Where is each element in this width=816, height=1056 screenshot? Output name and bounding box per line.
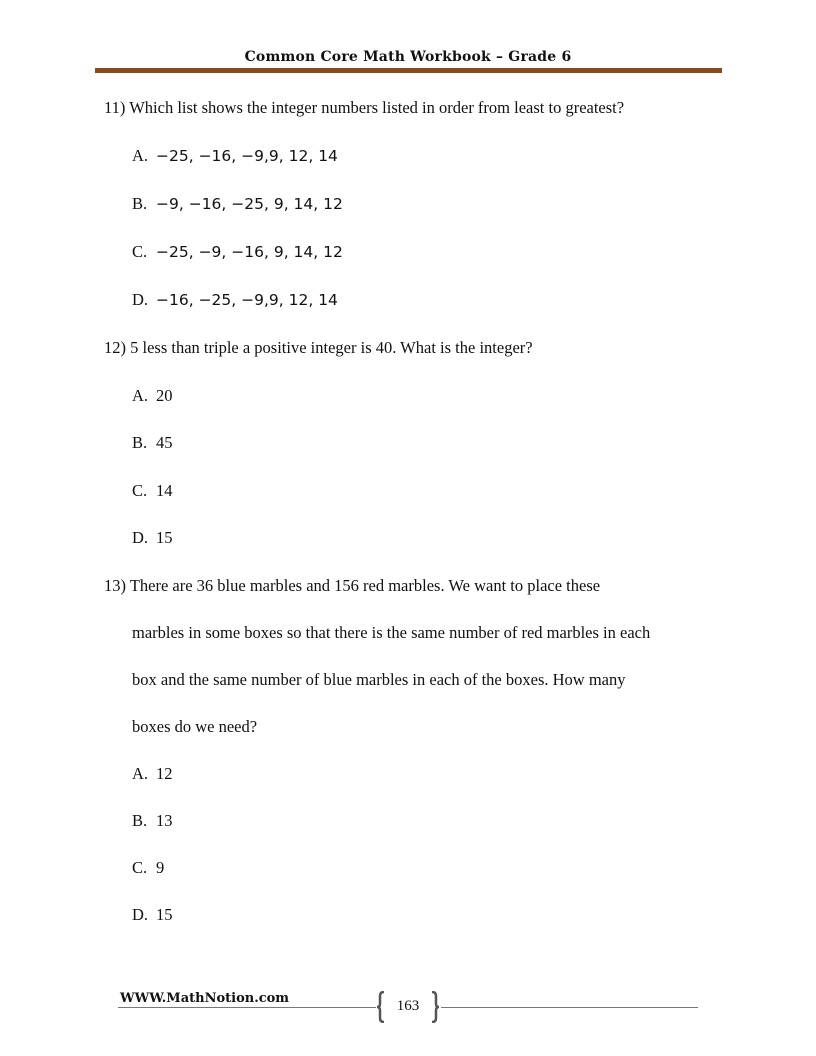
footer-rule-right — [441, 1007, 698, 1008]
choice-letter: B. — [132, 433, 148, 452]
choice-value: −16, −25, −9,9, 12, 14 — [156, 291, 338, 309]
choice-value: 15 — [156, 528, 173, 547]
question-12-text: 12) 5 less than triple a positive integer is 40. What is the integer? — [104, 338, 533, 357]
page-header-title: Common Core Math Workbook – Grade 6 — [244, 49, 572, 65]
choice-letter: C. — [132, 481, 148, 500]
question-11-choice-a — [132, 146, 338, 166]
footer-website: WWW.MathNotion.com — [120, 991, 290, 1006]
choice-value: −9, −16, −25, 9, 14, 12 — [156, 195, 343, 213]
choice-letter: B. — [132, 811, 148, 830]
question-11-choice-d — [132, 290, 338, 310]
question-11-choice-c — [132, 242, 343, 262]
choice-value: −25, −9, −16, 9, 14, 12 — [156, 243, 343, 261]
question-12-choice-a — [132, 386, 173, 406]
choice-value: 13 — [156, 811, 173, 830]
choice-value: 15 — [156, 905, 173, 924]
choice-letter: D. — [132, 290, 149, 309]
question-12-choice-b — [132, 433, 173, 453]
choice-value: −25, −16, −9,9, 12, 14 — [156, 147, 338, 165]
choice-letter: C. — [132, 242, 148, 261]
choice-letter: A. — [132, 146, 149, 165]
choice-letter: D. — [132, 528, 149, 547]
question-11-text: 11) Which list shows the integer numbers listed in order from least to greatest? — [104, 98, 625, 117]
question-12-choice-d — [132, 528, 173, 548]
choice-letter: C. — [132, 858, 148, 877]
choice-letter: D. — [132, 905, 149, 924]
question-12-choice-c — [132, 481, 173, 501]
choice-value: 20 — [156, 386, 173, 405]
page-number: 163 — [396, 998, 420, 1014]
question-13-text: 13) There are 36 blue marbles and 156 red marbles. We want to place these — [104, 576, 601, 595]
choice-letter: B. — [132, 194, 148, 213]
choice-value: 14 — [156, 481, 173, 500]
question-13-text-line-4: boxes do we need? — [132, 717, 258, 736]
choice-value: 45 — [156, 433, 173, 452]
choice-value: 12 — [156, 764, 173, 783]
question-11-choice-b — [132, 194, 343, 214]
question-13-text-line-3: box and the same number of blue marbles in each of the boxes. How many — [132, 670, 626, 689]
question-13-text-line-2: marbles in some boxes so that there is the same number of red marbles in each — [132, 623, 651, 642]
choice-letter: A. — [132, 764, 149, 783]
question-13-choice-a — [132, 764, 173, 784]
footer-rule-left — [118, 1007, 376, 1008]
question-13-choice-c — [132, 858, 164, 878]
header-rule — [95, 68, 722, 73]
choice-letter: A. — [132, 386, 149, 405]
choice-value: 9 — [156, 858, 165, 877]
question-13-choice-b — [132, 811, 173, 831]
question-13-choice-d — [132, 905, 173, 925]
